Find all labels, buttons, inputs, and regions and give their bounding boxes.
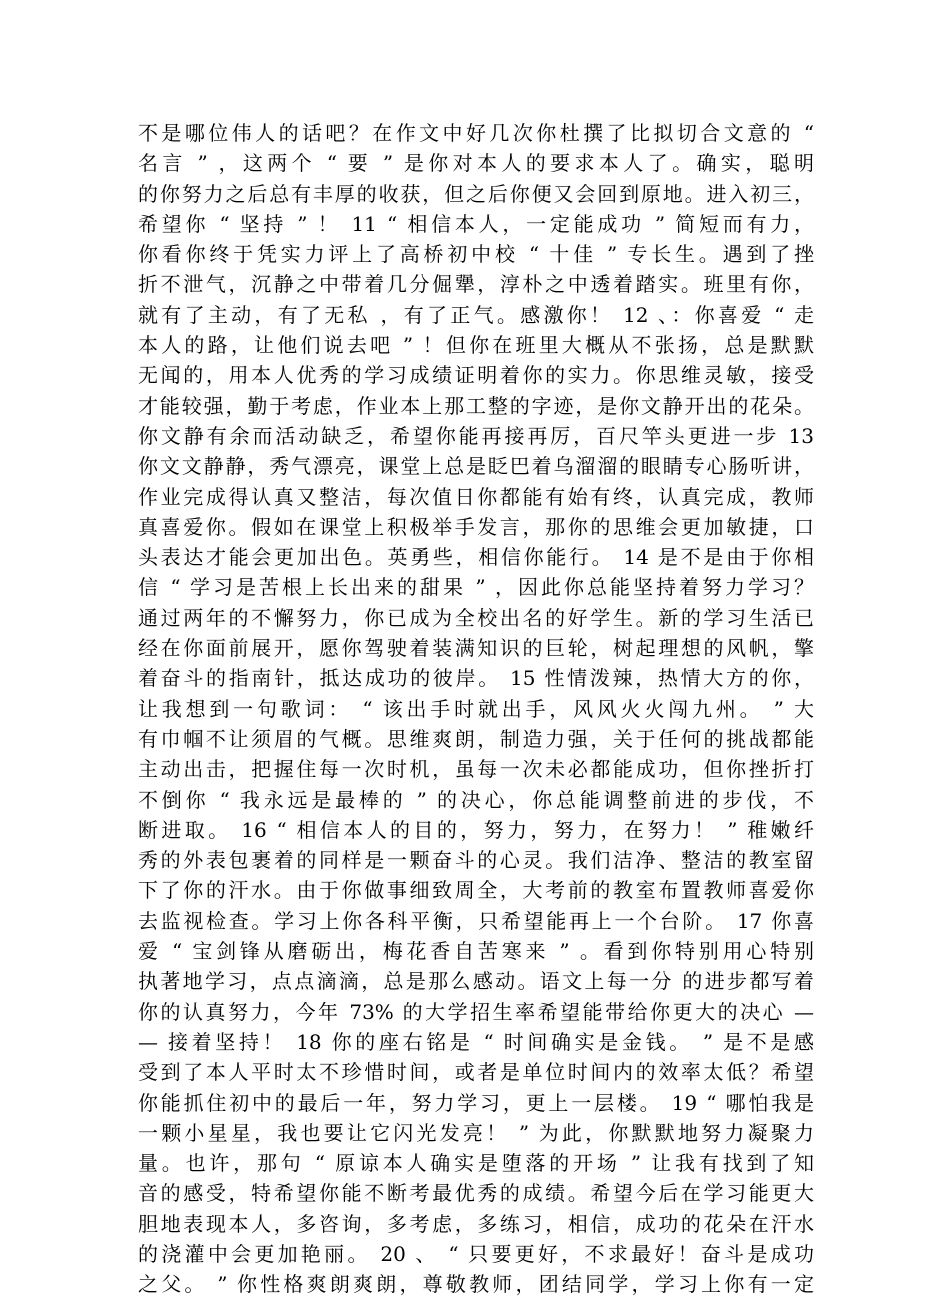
text-line: 不是哪位伟人的话吧？在作文中好几次你杜撰了比拟切合文意的 “	[138, 121, 814, 145]
text-line: 断进取。 16 “ 相信本人的目的，努力，努力，在努力！ ” 稚嫩纤	[138, 817, 814, 842]
text-line: 下了你的汗水。由于你做事细致周全，大考前的教室布置教师喜爱你	[138, 878, 814, 903]
text-line: 音的感受，特希望你能不断考最优秀的成绩。希望今后在学习能更大	[138, 1181, 814, 1206]
text-line: 你文文静静，秀气漂亮，课堂上总是眨巴着乌溜溜的眼睛专心肠听讲，	[138, 454, 814, 479]
text-line: 名言 ” ，这两个 “ 要 ” 是你对本人的要求本人了。确实，聪明	[138, 151, 814, 176]
text-line: 一颗小星星，我也要让它闪光发亮！ ” 为此，你默默地努力凝聚力	[138, 1120, 814, 1145]
text-line: 折不泄气，沉静之中带着几分倔犟，淳朴之中透着踏实。班里有你，	[138, 272, 814, 297]
text-line: 的浇灌中会更加艳丽。 20 、 “ 只要更好，不求最好！奋斗是成功	[138, 1241, 814, 1266]
text-line: 受到了本人平时太不珍惜时间，或者是单位时间内的效率太低？希望	[138, 1060, 814, 1085]
text-line: 你看你终于凭实力评上了高桥初中校 “ 十佳 ” 专长生。遇到了挫	[138, 242, 814, 267]
text-line: 让我想到一句歌词： “ 该出手时就出手，风风火火闯九州。 ” 大	[138, 696, 814, 721]
text-line: 主动出击，把握住每一次时机，虽每一次未必都能成功，但你挫折打	[138, 757, 814, 782]
text-line: 本人的路，让他们说去吧 ” ！但你在班里大概从不张扬，总是默默	[138, 333, 814, 358]
text-line: 无闻的，用本人优秀的学习成绩证明着你的实力。你思维灵敏，接受	[138, 363, 814, 388]
text-line: 真喜爱你。假如在课堂上积极举手发言，那你的思维会更加敏捷，口	[138, 514, 814, 539]
text-line: 希望你 “ 坚持 ” ！ 11 “ 相信本人，一定能成功 ” 简短而有力，	[138, 211, 814, 236]
text-line: — 接着坚持！ 18 你的座右铭是 “ 时间确实是金钱。 ” 是不是感	[138, 1029, 814, 1054]
text-line: 你文静有余而活动缺乏，希望你能再接再厉，百尺竿头更进一步 13	[138, 423, 814, 448]
text-line: 量。也许，那句 “ 原谅本人确实是堕落的开场 ” 让我有找到了知	[138, 1151, 814, 1176]
text-line: 信 “ 学习是苦根上长出来的甜果 ” ，因此你总能坚持着努力学习？	[138, 575, 814, 600]
text-line: 去监视检查。学习上你各科平衡，只希望能再上一个台阶。 17 你喜	[138, 908, 814, 933]
text-line: 经在你面前展开，愿你驾驶着装满知识的巨轮，树起理想的风帆，擎	[138, 636, 814, 661]
text-line: 有巾帼不让须眉的气概。思维爽朗，制造力强，关于任何的挑战都能	[138, 726, 814, 751]
text-line: 爱 “ 宝剑锋从磨砺出，梅花香自苦寒来 ” 。看到你特别用心特别	[138, 939, 814, 964]
body-text	[138, 118, 814, 1300]
text-line: 之父。 ” 你性格爽朗爽朗，尊敬教师，团结同学，学习上你有一定	[138, 1272, 814, 1297]
text-line: 头表达才能会更加出色。英勇些，相信你能行。 14 是不是由于你相	[138, 545, 814, 570]
text-line: 你能抓住初中的最后一年，努力学习，更上一层楼。 19 “ 哪怕我是	[138, 1090, 814, 1115]
text-line: 的你努力之后总有丰厚的收获，但之后你便又会回到原地。进入初三，	[138, 181, 814, 206]
text-line: 通过两年的不懈努力，你已成为全校出名的好学生。新的学习生活已	[138, 605, 814, 630]
text-line: 着奋斗的指南针，抵达成功的彼岸。 15 性情泼辣，热情大方的你，	[138, 666, 814, 691]
text-line: 胆地表现本人，多咨询，多考虑，多练习，相信，成功的花朵在汗水	[138, 1211, 814, 1236]
text-line: 才能较强，勤于考虑，作业本上那工整的字迹，是你文静开出的花朵。	[138, 393, 814, 418]
text-line: 执著地学习，点点滴滴，总是那么感动。语文上每一分 的进步都写着	[138, 969, 814, 994]
text-line: 不倒你 “ 我永远是最棒的 ” 的决心，你总能调整前进的步伐，不	[138, 787, 814, 812]
text-line: 你的认真努力，今年 73% 的大学招生率希望能带给你更大的决心 —	[138, 999, 814, 1024]
text-line: 秀的外表包裹着的同样是一颗奋斗的心灵。我们洁净、整洁的教室留	[138, 848, 814, 873]
text-line: 就有了主动，有了无私 ，有了正气。感激你！ 12 、：你喜爱 “ 走	[138, 302, 814, 327]
text-line: 作业完成得认真又整洁，每次值日你都能有始有终，认真完成，教师	[138, 484, 814, 509]
